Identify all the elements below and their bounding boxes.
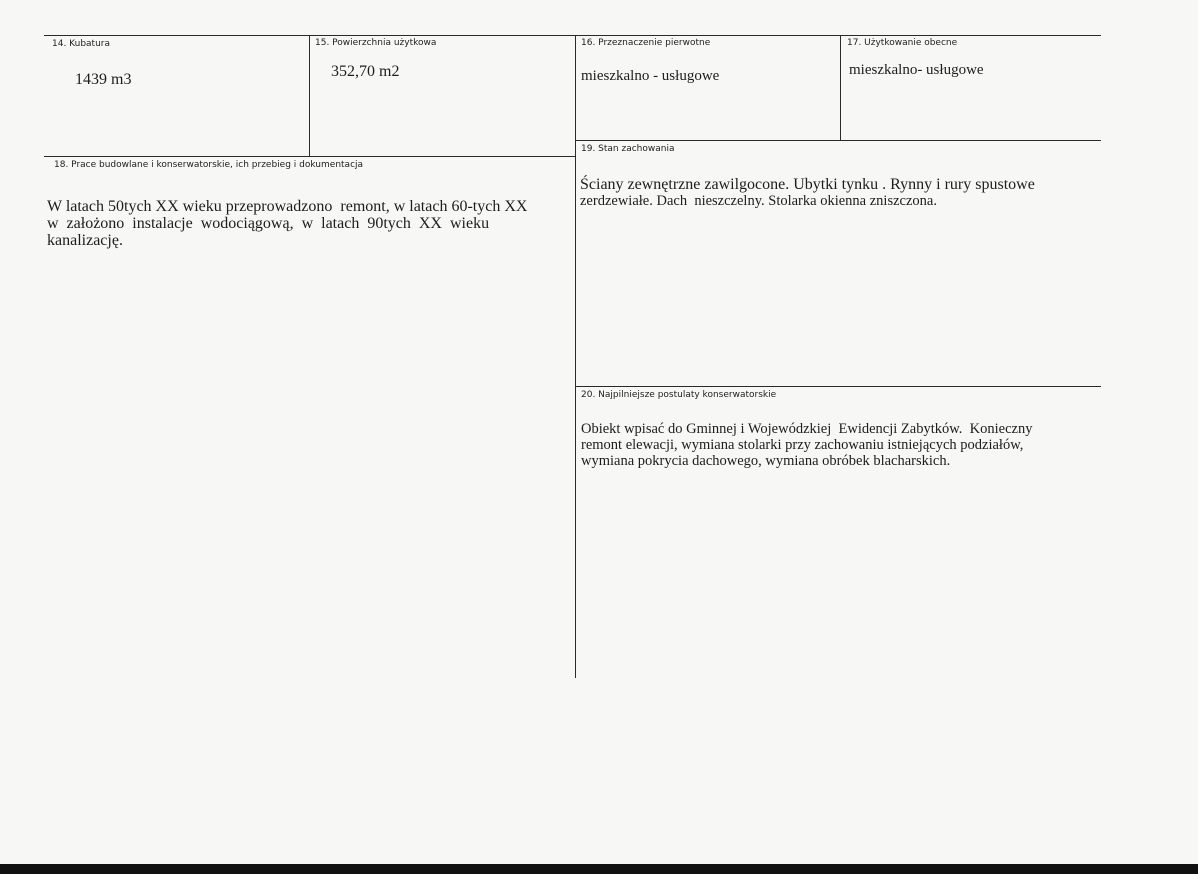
text-line: W latach 50tych XX wieku przeprowadzono remont, w latach 60-tych XX <box>47 198 528 215</box>
postulaty-text <box>581 421 1096 469</box>
text-line: Ściany zewnętrzne zawilgocone. Ubytki tynku . Rynny i rury spustowe <box>580 176 1035 193</box>
divider-16-17 <box>840 35 841 140</box>
rule-section20-top <box>576 386 1101 387</box>
postulaty-label: 20. Najpilniejsze postulaty konserwatorskie <box>581 390 777 400</box>
powierzchnia-value: 352,70 m2 <box>331 63 400 80</box>
divider-center <box>575 35 576 678</box>
kubatura-label: 14. Kubatura <box>52 39 111 49</box>
przeznaczenie-value: mieszkalno - usługowe <box>581 68 720 84</box>
rule-row1-bottom-left <box>44 156 576 157</box>
top-rule <box>44 35 1101 36</box>
text-line: w założono instalacje wodociągową, w latach 90tych XX wieku <box>47 215 490 232</box>
powierzchnia-label: 15. Powierzchnia użytkowa <box>315 38 437 48</box>
text-line: zerdzewiałe. Dach nieszczelny. Stolarka okienna zniszczona. <box>580 193 937 209</box>
divider-14-15 <box>309 35 310 156</box>
stan-zachowania-label: 19. Stan zachowania <box>581 144 675 154</box>
scan-edge <box>0 864 1198 874</box>
text-line: remont elewacji, wymiana stolarki przy zachowaniu istniejących podziałów, <box>581 437 1024 453</box>
kubatura-value: 1439 m3 <box>75 71 132 88</box>
stan-zachowania-text <box>580 176 1095 209</box>
text-line: kanalizację. <box>47 232 123 249</box>
przeznaczenie-label: 16. Przeznaczenie pierwotne <box>581 38 711 48</box>
rule-row1-bottom-right <box>576 140 1101 141</box>
text-line: Obiekt wpisać do Gminnej i Wojewódzkiej Ewidencji Zabytków. Konieczny <box>581 421 1033 437</box>
uzytkowanie-label: 17. Użytkowanie obecne <box>847 38 958 48</box>
prace-budowlane-text <box>47 198 571 249</box>
uzytkowanie-value: mieszkalno- usługowe <box>849 62 984 78</box>
text-line: wymiana pokrycia dachowego, wymiana obróbek blacharskich. <box>581 453 951 469</box>
prace-budowlane-label: 18. Prace budowlane i konserwatorskie, ich przebieg i dokumentacja <box>54 160 364 170</box>
